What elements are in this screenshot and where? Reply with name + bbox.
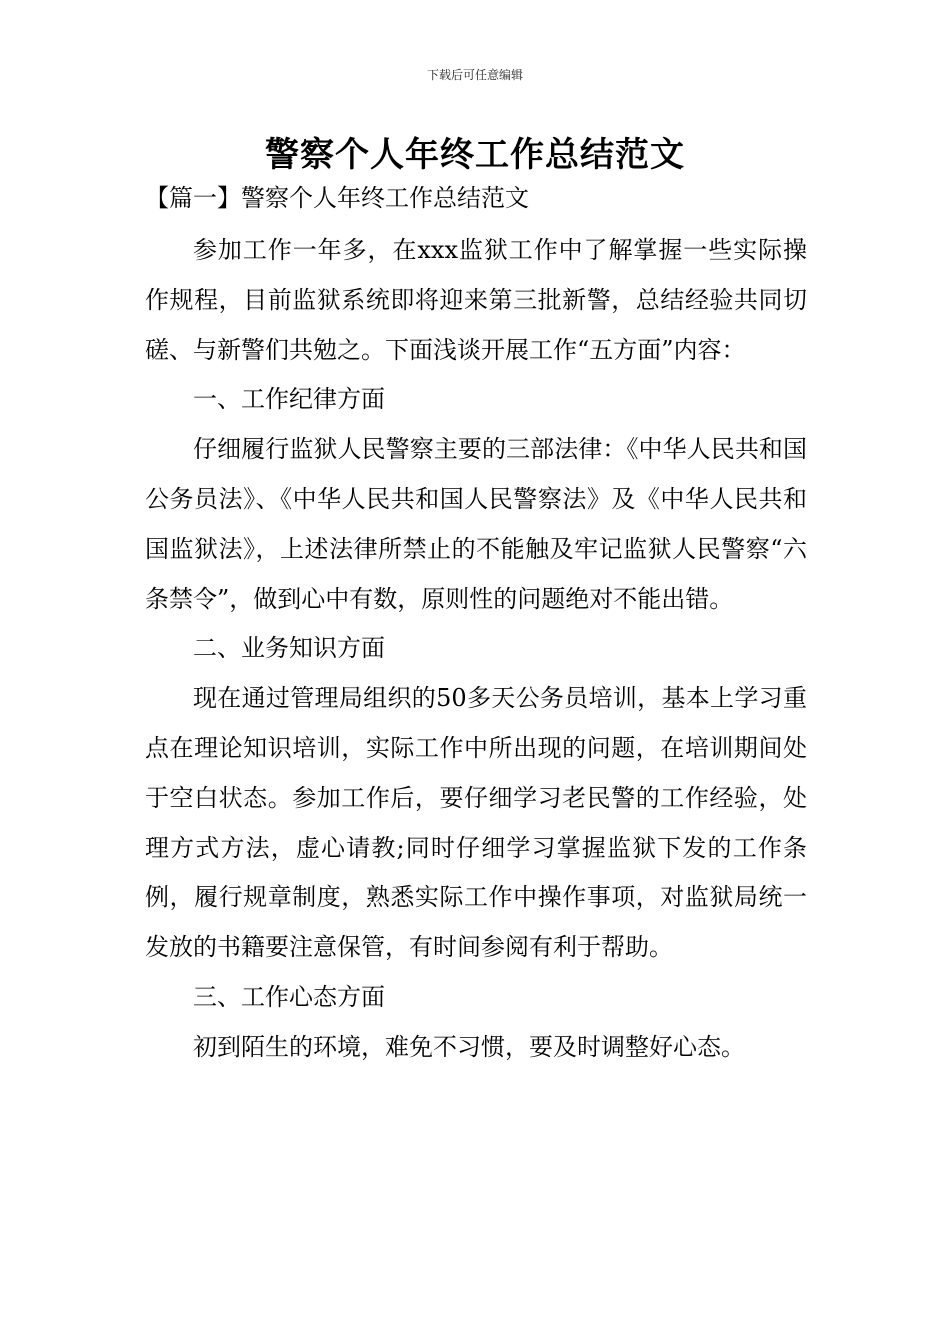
paragraph-knowledge: 现在通过管理局组织的50多天公务员培训，基本上学习重点在理论知识培训，实际工作中所出现的问题，在培训期间处于空白状态。参加工作后，要仔细学习老民警的工作经验，处理方式方法，虚心请教;同时仔细学习掌握监狱下发的工作条例，履行规章制度，熟悉实际工作中操作事项，对监狱局统一发放的书籍要注意保管，有时间参阅有利于帮助。 (145, 684, 807, 962)
page-title: 警察个人年终工作总结范文 (265, 135, 685, 175)
paragraph-discipline: 仔细履行监狱人民警察主要的三部法律：《中华人民共和国公务员法》、《中华人民共和国人民警察法》及《中华人民共和国监狱法》，上述法律所禁止的不能触及牢记监狱人民警察“六条禁令”，做到心中有数，原则性的问题绝对不能出错。 (145, 435, 807, 613)
section-heading-knowledge: 二、业务知识方面 (193, 634, 385, 663)
section-heading-mindset: 三、工作心态方面 (193, 982, 385, 1011)
document-body (145, 226, 807, 1073)
section-subtitle: 【篇一】警察个人年终工作总结范文 (145, 184, 529, 212)
paragraph-intro: 参加工作一年多，在xxx监狱工作中了解掌握一些实际操作规程，目前监狱系统即将迎来第三批新警，总结经验共同切磋、与新警们共勉之。下面浅谈开展工作“五方面”内容： (145, 236, 807, 364)
section-heading-discipline: 一、工作纪律方面 (193, 385, 385, 414)
header-note: 下载后可任意编辑 (426, 68, 523, 82)
paragraph-mindset: 初到陌生的环境，难免不习惯，要及时调整好心态。 (193, 1032, 745, 1061)
